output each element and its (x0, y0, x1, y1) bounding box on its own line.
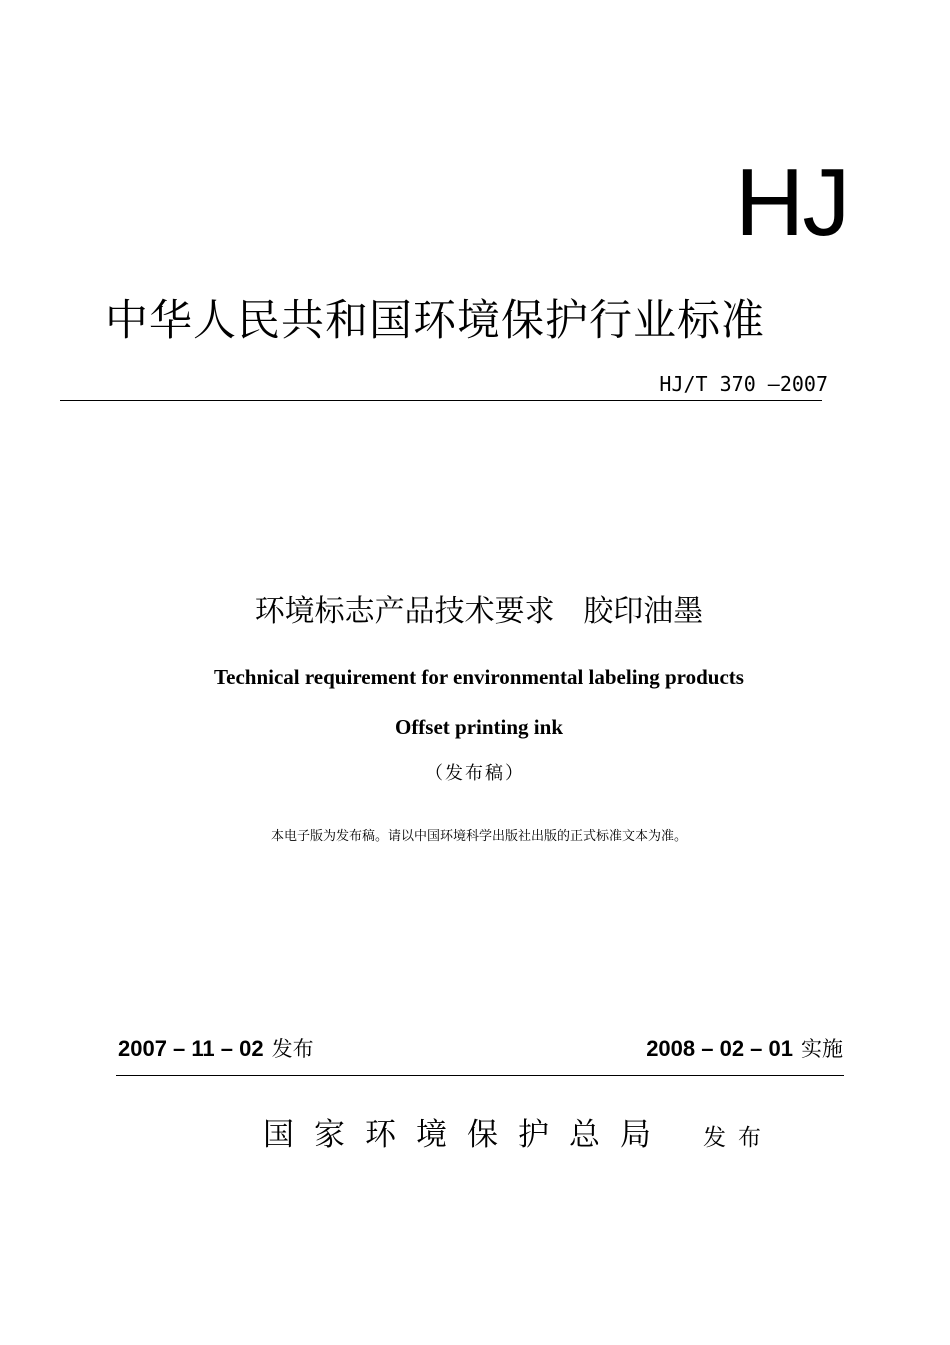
issuer-suffix: 发布 (703, 1125, 773, 1151)
issue-date-block (118, 1034, 314, 1065)
issuer-name: 国家环境保护总局 (263, 1117, 671, 1153)
top-divider (60, 400, 822, 401)
document-title-en-line2: Offset printing ink (394, 715, 564, 739)
document-title-zh: 环境标志产品技术要求 胶印油墨 (254, 594, 704, 629)
standard-title: 中华人民共和国环境保护行业标准 (105, 296, 765, 346)
issue-word: 发布 (271, 1037, 314, 1061)
issue-date: 2007 – 11 – 02 (118, 1036, 264, 1061)
effective-date-block (646, 1034, 843, 1065)
hj-logo: HJ (735, 149, 849, 256)
document-title-en-line1: Technical requirement for environmental labeling products (214, 665, 744, 689)
edition-notice: 本电子版为发布稿。请以中国环境科学出版社出版的正式标准文本为准。 (270, 829, 687, 844)
bottom-divider (116, 1075, 844, 1076)
effective-word: 实施 (801, 1037, 843, 1061)
draft-label: （发布稿） (425, 763, 525, 784)
effective-date: 2008 – 02 – 01 (646, 1036, 793, 1061)
standard-code: HJ/T 370 —2007 (659, 372, 828, 396)
